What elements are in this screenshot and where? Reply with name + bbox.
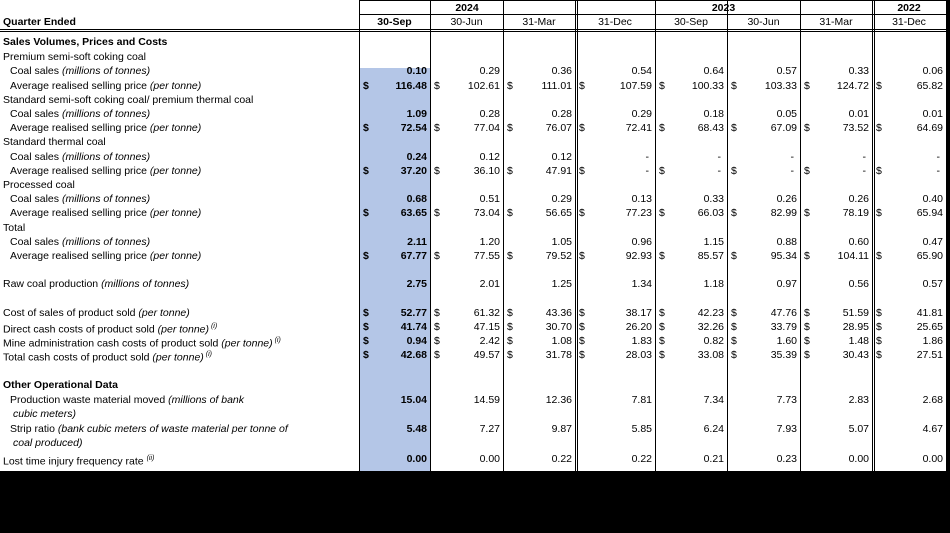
currency-symbol: $ (434, 335, 440, 348)
value-cell: 72.41 (625, 122, 652, 135)
value-cell: - (717, 150, 721, 163)
value-cell: 124.72 (836, 79, 869, 92)
row-label-unit: (per tonne) (221, 337, 273, 350)
row-label-unit: (per tonne) (149, 207, 202, 220)
year-header: 2024 (455, 2, 479, 14)
row-label-text: Mine administration cash costs of product sold (3, 337, 222, 350)
value-cell: 47.15 (473, 321, 500, 333)
currency-symbol: $ (659, 164, 665, 177)
value-cell: 5.07 (848, 423, 869, 436)
currency-symbol: $ (876, 349, 882, 362)
value-cell: 47.76 (770, 306, 797, 319)
currency-symbol: $ (579, 207, 585, 220)
currency-symbol: $ (434, 349, 440, 362)
value-cell: - (790, 164, 794, 177)
value-cell: 0.28 (479, 108, 500, 120)
group-label: Total (3, 221, 26, 234)
value-cell: 78.19 (842, 207, 869, 220)
row-label (3, 348, 212, 365)
group-label: Standard semi-soft coking coal/ premium thermal coal (3, 93, 254, 106)
value-cell: 0.06 (922, 65, 943, 78)
value-cell: 1.25 (551, 278, 572, 291)
value-cell: 7.34 (703, 394, 724, 406)
row-label-unit: (millions of tonnes) (101, 278, 190, 291)
currency-symbol: $ (804, 250, 810, 262)
value-cell: 49.57 (473, 349, 500, 362)
value-cell: 41.81 (916, 306, 943, 319)
currency-symbol: $ (804, 164, 810, 177)
currency-symbol: $ (363, 79, 369, 92)
value-cell: 0.94 (406, 335, 427, 348)
value-cell: 1.09 (406, 108, 427, 120)
row-label (10, 64, 150, 78)
row-label-text: Coal sales (10, 65, 62, 78)
currency-symbol: $ (804, 321, 810, 333)
currency-symbol: $ (434, 122, 440, 135)
currency-symbol: $ (876, 335, 882, 348)
row-label-unit: (per tonne) (152, 351, 204, 364)
value-cell: 0.01 (848, 108, 869, 120)
currency-symbol: $ (804, 306, 810, 319)
section-heading: Other Operational Data (3, 378, 118, 391)
value-cell: 68.43 (697, 122, 724, 135)
value-cell: 27.51 (916, 349, 943, 362)
column-header: 31-Dec (598, 16, 632, 28)
year-header: 2022 (897, 2, 921, 14)
currency-symbol: $ (731, 349, 737, 362)
value-cell: 25.65 (916, 321, 943, 333)
value-cell: 38.17 (625, 306, 652, 319)
row-label-unit: (millions of tonnes) (61, 235, 151, 248)
value-cell: 77.23 (625, 207, 652, 220)
row-label-unit: (per tonne) (157, 323, 210, 336)
value-cell: 0.26 (848, 193, 869, 206)
group-label: Standard thermal coal (3, 136, 106, 149)
currency-symbol: $ (659, 79, 665, 92)
value-cell: 65.90 (916, 250, 943, 262)
value-cell: 0.56 (848, 278, 869, 291)
value-cell: 0.00 (922, 452, 943, 465)
currency-symbol: $ (659, 335, 665, 348)
currency-symbol: $ (434, 321, 440, 333)
row-label-unit: (bank cubic meters of waste material per tonne of (57, 423, 288, 436)
value-cell: 77.04 (473, 122, 500, 135)
row-label-text: Raw coal production (3, 278, 102, 291)
currency-symbol: $ (579, 79, 585, 92)
value-cell: 35.39 (770, 349, 797, 362)
value-cell: 64.69 (916, 122, 943, 135)
value-cell: 9.87 (551, 423, 572, 436)
currency-symbol: $ (579, 349, 585, 362)
column-header: 30-Jun (747, 16, 780, 28)
value-cell: - (862, 164, 866, 177)
value-cell: - (717, 164, 721, 177)
currency-symbol: $ (876, 250, 882, 262)
value-cell: 1.48 (848, 335, 869, 348)
section-heading: Sales Volumes, Prices and Costs (3, 36, 168, 48)
value-cell: 5.48 (406, 423, 427, 436)
value-cell: 0.22 (631, 452, 652, 465)
value-cell: 0.24 (406, 150, 427, 163)
currency-symbol: $ (804, 122, 810, 135)
value-cell: 0.47 (922, 235, 943, 248)
value-cell: 0.26 (776, 193, 797, 206)
currency-symbol: $ (659, 207, 665, 220)
currency-symbol: $ (363, 207, 369, 220)
value-cell: 0.22 (551, 452, 572, 465)
value-cell: 103.33 (764, 79, 797, 92)
value-cell: 33.08 (697, 349, 724, 362)
value-cell: 92.93 (625, 250, 652, 262)
row-label-text: Average realised selling price (10, 79, 150, 92)
row-label-unit-continued: coal produced) (13, 437, 83, 450)
row-label-text: Strip ratio (10, 423, 58, 436)
currency-symbol: $ (434, 250, 440, 262)
value-cell: - (645, 150, 649, 163)
value-cell: 52.77 (400, 306, 427, 319)
value-cell: - (862, 150, 866, 163)
value-cell: 0.68 (406, 193, 427, 206)
value-cell: - (936, 164, 940, 177)
footnote-marker: (ii) (146, 454, 155, 462)
value-cell: 0.21 (703, 452, 724, 465)
row-label-unit: (millions of tonnes) (61, 150, 151, 163)
row-label-text: Average realised selling price (10, 122, 150, 135)
currency-symbol: $ (876, 306, 882, 319)
currency-symbol: $ (579, 321, 585, 333)
value-cell: 2.01 (479, 278, 500, 291)
column-header: 30-Sep (674, 16, 708, 28)
row-label (10, 206, 201, 220)
value-cell: 6.24 (703, 423, 724, 436)
value-cell: 0.33 (848, 65, 869, 78)
value-cell: 116.48 (395, 79, 427, 92)
value-cell: 7.27 (479, 423, 500, 436)
value-cell: 111.01 (541, 79, 572, 92)
value-cell: 4.67 (922, 423, 943, 436)
value-cell: 2.83 (848, 394, 869, 406)
currency-symbol: $ (876, 122, 882, 135)
value-cell: 42.23 (697, 306, 724, 319)
value-cell: 65.94 (916, 207, 943, 220)
value-cell: 2.42 (479, 335, 500, 348)
row-label-text: Total cash costs of product sold (3, 351, 153, 364)
row-label (3, 452, 154, 469)
row-label-text: Production waste material moved (10, 394, 169, 406)
value-cell: 0.10 (406, 65, 427, 78)
value-cell: 1.05 (551, 235, 572, 248)
value-cell: 0.57 (922, 278, 943, 291)
currency-symbol: $ (507, 306, 513, 319)
row-label (10, 422, 288, 436)
currency-symbol: $ (363, 321, 369, 333)
row-label (10, 107, 150, 121)
currency-symbol: $ (731, 207, 737, 220)
group-label: Processed coal (3, 179, 75, 191)
row-label-text: Cost of sales of product sold (3, 306, 139, 319)
currency-symbol: $ (363, 122, 369, 135)
currency-symbol: $ (363, 250, 369, 262)
row-label (3, 306, 190, 320)
currency-symbol: $ (731, 250, 737, 262)
value-cell: 1.20 (479, 235, 500, 248)
row-label (10, 79, 201, 93)
table-corner-label: Quarter Ended (3, 16, 76, 28)
row-label (10, 192, 150, 206)
currency-symbol: $ (507, 250, 513, 262)
header-bottom-rule (0, 31, 946, 32)
currency-symbol: $ (731, 164, 737, 177)
value-cell: 104.11 (837, 250, 869, 262)
currency-symbol: $ (731, 321, 737, 333)
currency-symbol: $ (507, 321, 513, 333)
value-cell: 1.34 (631, 278, 652, 291)
value-cell: 0.29 (631, 108, 652, 120)
value-cell: 0.12 (551, 150, 572, 163)
currency-symbol: $ (804, 79, 810, 92)
value-cell: 102.61 (467, 79, 500, 92)
row-label-unit: (per tonne) (138, 306, 190, 319)
value-cell: 2.11 (407, 235, 427, 248)
currency-symbol: $ (363, 335, 369, 348)
value-cell: 37.20 (400, 164, 427, 177)
column-header: 31-Mar (819, 16, 853, 28)
value-cell: 66.03 (697, 207, 724, 220)
header-bottom-rule (0, 29, 946, 30)
footnote-marker: (i) (203, 351, 212, 359)
value-cell: 73.52 (842, 122, 869, 135)
value-cell: - (936, 150, 940, 163)
currency-symbol: $ (804, 335, 810, 348)
row-label-text: Average realised selling price (10, 250, 150, 262)
row-label (10, 393, 244, 407)
value-cell: 0.60 (848, 235, 869, 248)
value-cell: 12.36 (545, 394, 572, 406)
currency-symbol: $ (876, 164, 882, 177)
value-cell: 61.32 (473, 306, 500, 319)
group-label: Premium semi-soft coking coal (3, 51, 146, 64)
value-cell: 33.79 (770, 321, 797, 333)
currency-symbol: $ (434, 207, 440, 220)
value-cell: 82.99 (770, 207, 797, 220)
currency-symbol: $ (363, 349, 369, 362)
value-cell: - (790, 150, 794, 163)
column-header: 31-Mar (522, 16, 556, 28)
value-cell: 7.73 (776, 394, 797, 406)
currency-symbol: $ (876, 321, 882, 333)
value-cell: 67.09 (770, 122, 797, 135)
currency-symbol: $ (434, 79, 440, 92)
row-label (10, 164, 201, 178)
row-label (10, 150, 150, 164)
currency-symbol: $ (363, 306, 369, 319)
value-cell: 26.20 (625, 321, 652, 333)
value-cell: 30.43 (842, 349, 869, 362)
value-cell: 67.77 (400, 250, 427, 262)
value-cell: 79.52 (545, 250, 572, 262)
value-cell: 76.07 (545, 122, 572, 135)
currency-symbol: $ (659, 306, 665, 319)
value-cell: 1.15 (703, 235, 724, 248)
value-cell: 65.82 (916, 79, 943, 92)
value-cell: 0.36 (551, 65, 572, 78)
currency-symbol: $ (434, 164, 440, 177)
value-cell: 0.64 (703, 65, 724, 78)
value-cell: 2.68 (922, 394, 943, 406)
row-label-text: Coal sales (10, 235, 62, 248)
currency-symbol: $ (363, 164, 369, 177)
row-label-unit: (millions of tonnes) (61, 65, 151, 78)
row-label-text: Direct cash costs of product sold (3, 323, 158, 336)
currency-symbol: $ (579, 250, 585, 262)
currency-symbol: $ (659, 321, 665, 333)
value-cell: 15.04 (400, 394, 427, 406)
currency-symbol: $ (579, 335, 585, 348)
row-label-unit: (millions of tonnes) (61, 108, 151, 120)
value-cell: 43.36 (545, 306, 572, 319)
value-cell: - (645, 164, 649, 177)
row-label-unit-continued: cubic meters) (13, 408, 77, 420)
value-cell: 36.10 (473, 164, 500, 177)
value-cell: 63.65 (400, 207, 427, 220)
currency-symbol: $ (434, 306, 440, 319)
value-cell: 32.26 (697, 321, 724, 333)
value-cell: 72.54 (400, 122, 427, 135)
value-cell: 0.12 (479, 150, 500, 163)
currency-symbol: $ (731, 122, 737, 135)
value-cell: 0.00 (406, 452, 427, 465)
value-cell: 0.54 (631, 65, 652, 78)
value-cell: 0.23 (776, 452, 797, 465)
value-cell: 5.85 (631, 423, 652, 436)
row-label-text: Coal sales (10, 150, 62, 163)
value-cell: 0.29 (551, 193, 572, 206)
row-label-unit: (millions of bank (168, 394, 245, 406)
value-cell: 0.00 (479, 452, 500, 465)
currency-symbol: $ (659, 250, 665, 262)
currency-symbol: $ (876, 207, 882, 220)
row-label-text: Average realised selling price (10, 207, 150, 220)
row-label (10, 121, 201, 135)
value-cell: 7.81 (631, 394, 652, 406)
row-label (10, 249, 201, 263)
currency-symbol: $ (731, 306, 737, 319)
row-label-unit: (per tonne) (149, 122, 202, 135)
value-cell: 1.18 (703, 278, 724, 291)
value-cell: 1.83 (631, 335, 652, 348)
value-cell: 28.95 (842, 321, 869, 333)
year-header: 2023 (711, 2, 736, 14)
row-label-text: Coal sales (10, 108, 62, 120)
value-cell: 47.91 (545, 164, 572, 177)
value-cell: 0.29 (479, 65, 500, 78)
footnote-marker: (i) (272, 337, 281, 345)
value-cell: 30.70 (545, 321, 572, 333)
value-cell: 77.55 (473, 250, 500, 262)
value-cell: 51.59 (842, 306, 869, 319)
value-cell: 56.65 (545, 207, 572, 220)
value-cell: 41.74 (400, 321, 427, 333)
currency-symbol: $ (507, 335, 513, 348)
currency-symbol: $ (579, 306, 585, 319)
value-cell: 14.59 (473, 394, 500, 406)
row-label (10, 235, 150, 249)
value-cell: 0.01 (922, 108, 943, 120)
value-cell: 1.86 (922, 335, 943, 348)
currency-symbol: $ (804, 207, 810, 220)
currency-symbol: $ (731, 79, 737, 92)
column-header: 30-Jun (450, 16, 483, 28)
value-cell: 100.33 (691, 79, 724, 92)
row-label-text: Coal sales (10, 193, 62, 206)
currency-symbol: $ (507, 349, 513, 362)
value-cell: 0.97 (776, 278, 797, 291)
currency-symbol: $ (804, 349, 810, 362)
currency-symbol: $ (507, 164, 513, 177)
value-cell: 0.57 (776, 65, 797, 78)
row-label-unit: (per tonne) (149, 164, 202, 177)
currency-symbol: $ (731, 335, 737, 348)
row-label-unit: (per tonne) (149, 79, 202, 92)
currency-symbol: $ (659, 349, 665, 362)
currency-symbol: $ (507, 122, 513, 135)
value-cell: 0.28 (551, 108, 572, 120)
row-label-text: Average realised selling price (10, 164, 150, 177)
value-cell: 1.08 (551, 335, 572, 348)
row-label (3, 277, 189, 291)
column-header: 30-Sep (377, 16, 412, 28)
value-cell: 42.68 (400, 349, 427, 362)
value-cell: 85.57 (697, 250, 724, 262)
footnote-marker: (i) (209, 323, 218, 330)
currency-symbol: $ (659, 122, 665, 135)
currency-symbol: $ (579, 164, 585, 177)
value-cell: 95.34 (770, 250, 797, 262)
currency-symbol: $ (876, 79, 882, 92)
currency-symbol: $ (507, 207, 513, 220)
value-cell: 2.75 (406, 278, 427, 291)
currency-symbol: $ (579, 122, 585, 135)
value-cell: 0.88 (776, 235, 797, 248)
value-cell: 0.33 (703, 193, 724, 206)
value-cell: 0.18 (703, 108, 724, 120)
value-cell: 0.96 (631, 235, 652, 248)
value-cell: 0.51 (479, 193, 500, 206)
value-cell: 28.03 (625, 349, 652, 362)
row-label-text: Lost time injury frequency rate (3, 455, 147, 468)
value-cell: 1.60 (776, 335, 797, 348)
value-cell: 73.04 (473, 207, 500, 220)
value-cell: 31.78 (545, 349, 572, 362)
value-cell: 0.05 (776, 108, 797, 120)
row-label-unit: (millions of tonnes) (61, 193, 151, 206)
value-cell: 0.82 (703, 335, 724, 348)
row-label-unit: (per tonne) (149, 250, 202, 262)
value-cell: 0.40 (922, 193, 943, 206)
column-header: 31-Dec (892, 16, 926, 28)
value-cell: 107.59 (619, 79, 652, 92)
currency-symbol: $ (507, 79, 513, 92)
value-cell: 0.13 (631, 193, 652, 206)
value-cell: 7.93 (776, 423, 797, 436)
value-cell: 0.00 (848, 452, 869, 465)
